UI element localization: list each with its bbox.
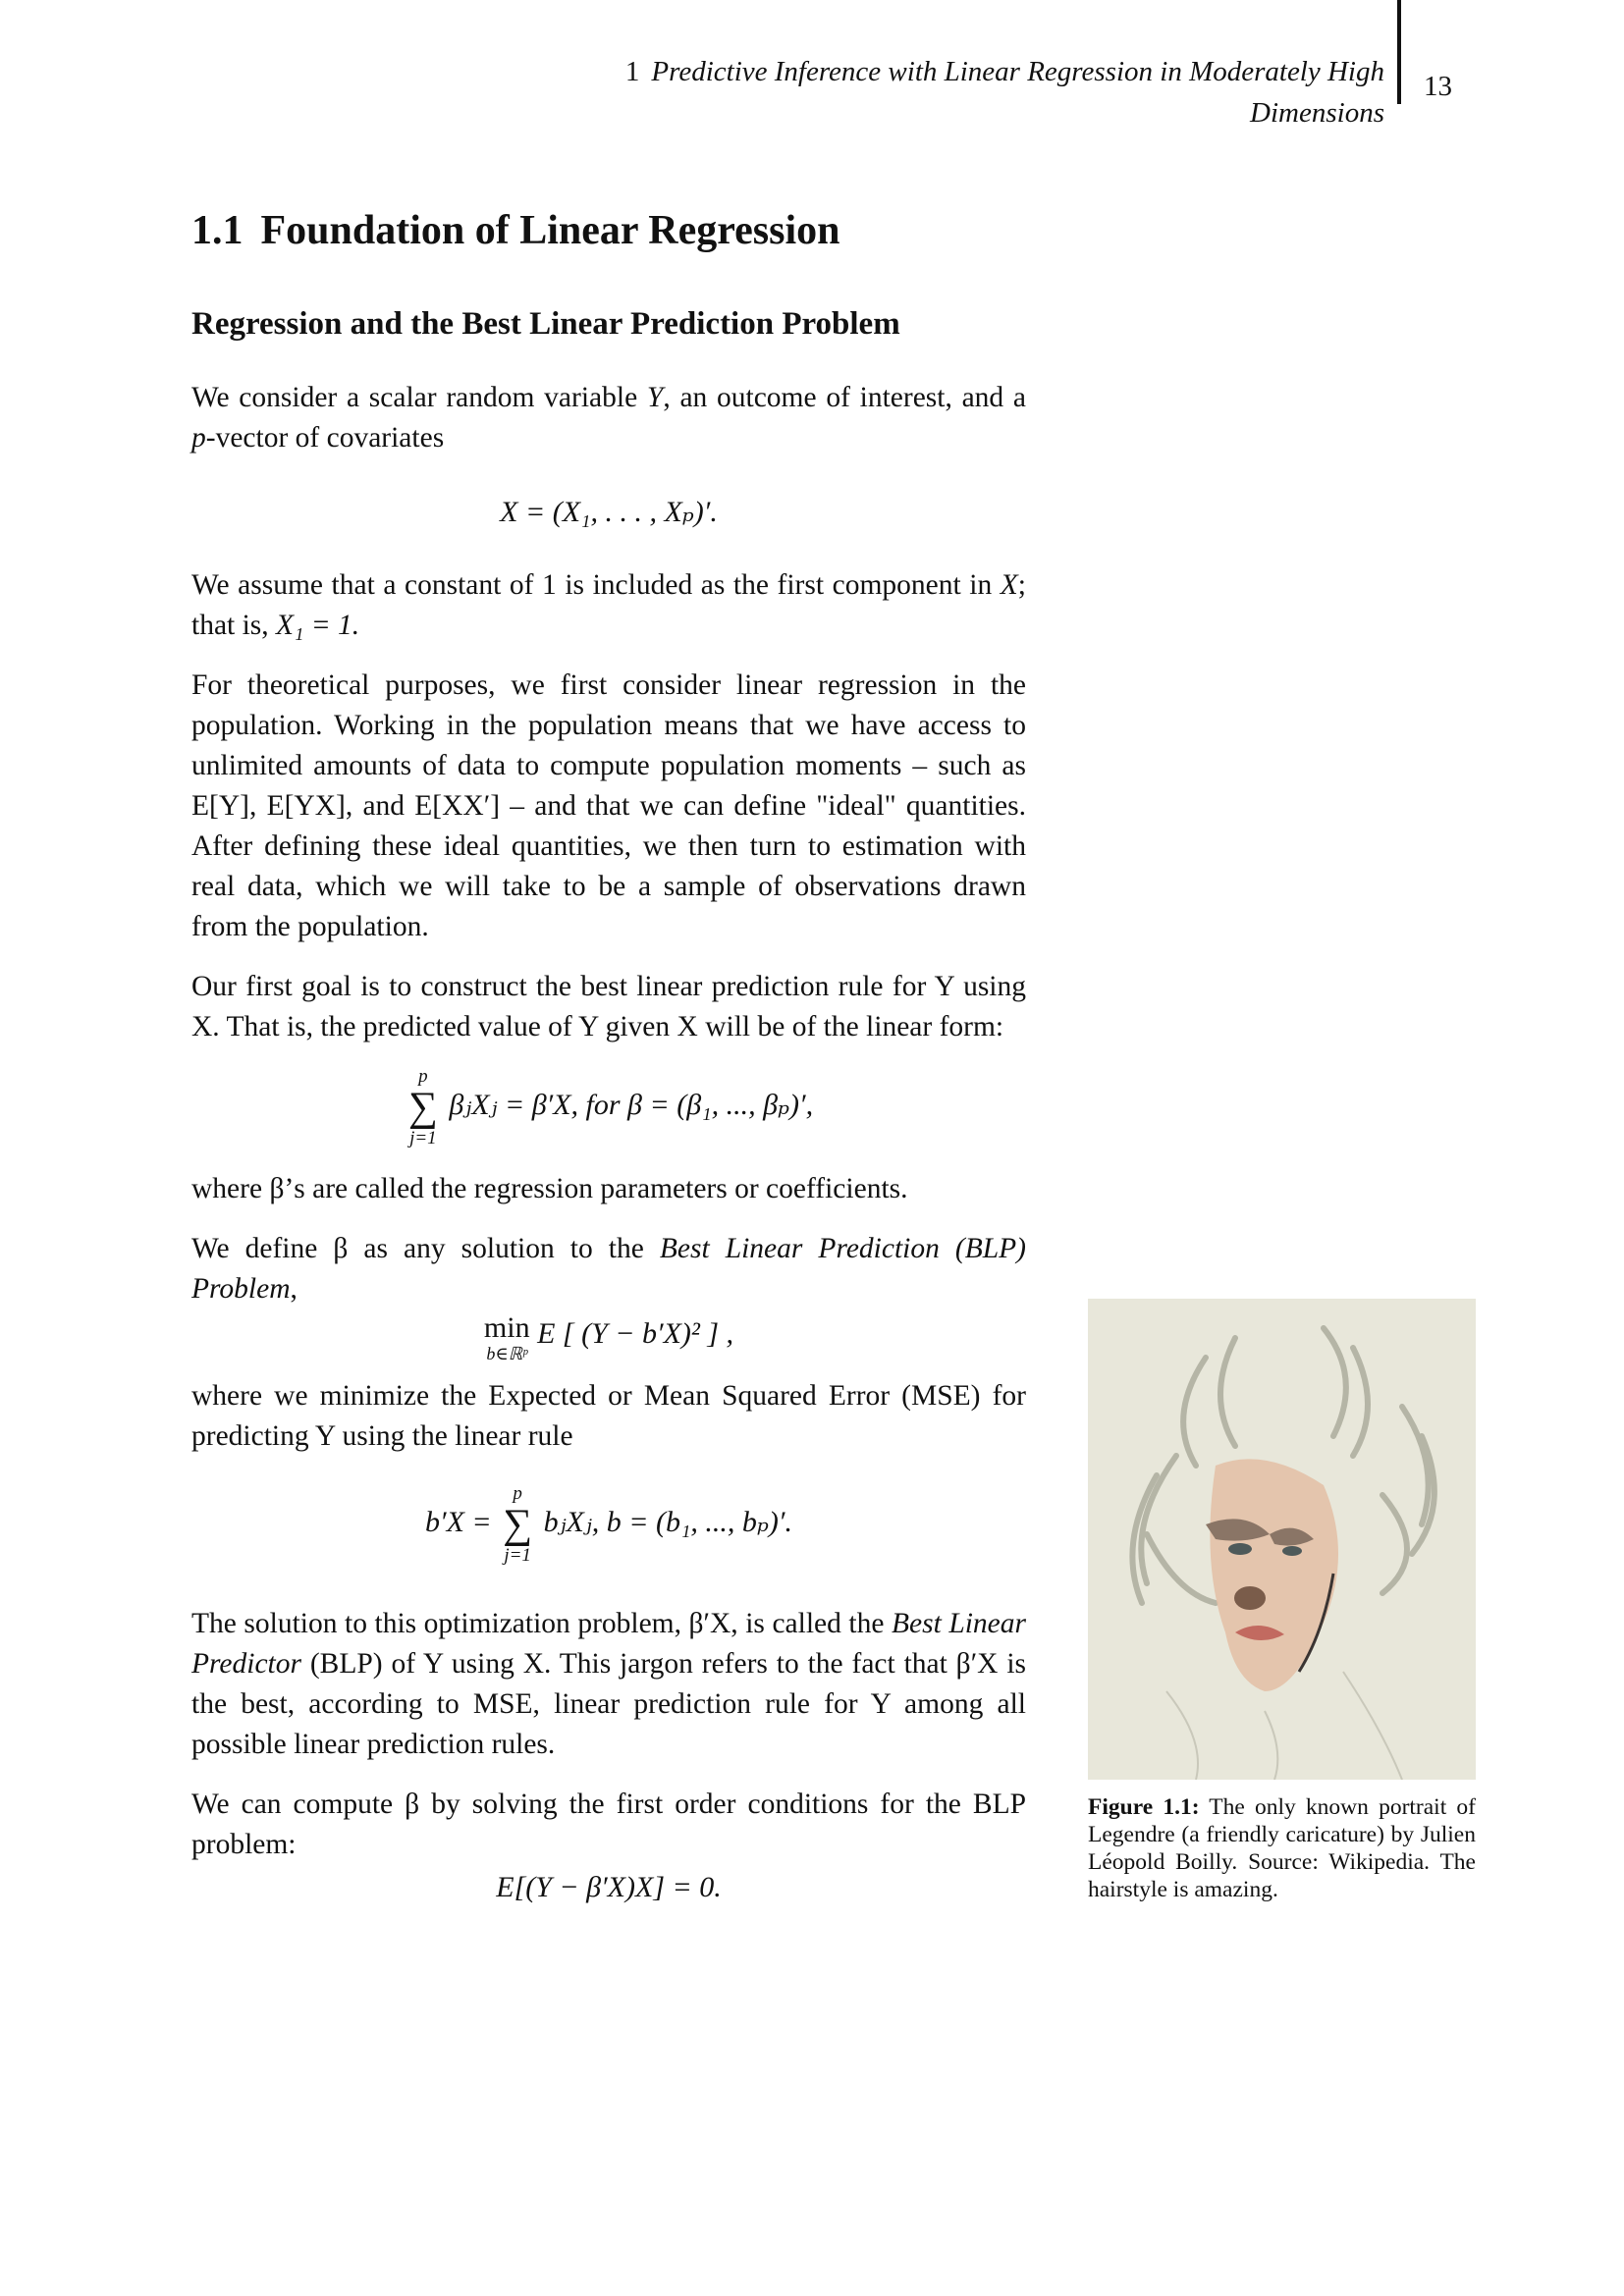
text: We define β as any solution to the [191,1233,660,1264]
math-expr: X₁ = 1. [276,610,360,641]
min-label: min [483,1311,530,1344]
sum-lower-limit: j=1 [504,1545,531,1566]
paragraph-1 [191,378,1026,458]
equation-right: bⱼXⱼ, b = (b₁, ..., bₚ)′. [543,1505,792,1538]
section-heading [191,201,1026,260]
sum-upper-limit: p [418,1066,428,1087]
emphasis: Best Linear Predictor [191,1608,1027,1680]
equation-linear-rule [191,1484,1026,1565]
text: We consider a scalar random variable [191,382,647,413]
sum-lower-limit: j=1 [409,1128,437,1148]
paragraph-5: where β’s are called the regression parameters or coefficients. [191,1173,908,1204]
page-number: 13 [1424,71,1452,102]
paragraph-4: Our first goal is to construct the best linear prediction rule for Y using X. That is, the predicted value of Y given X will be of the linear form: [191,971,1026,1042]
text: The solution to this optimization problem, β′X, is called the [191,1608,892,1639]
equation-blp [191,1313,1026,1362]
paragraph-9: We can compute β by solving the first order conditions for the BLP problem: [191,1789,1026,1860]
math-var: p [191,422,206,454]
min-operator [484,1313,530,1362]
equation-left: b′X = [425,1505,492,1538]
running-header [540,51,1384,133]
section-title: Foundation of Linear Regression [260,208,840,253]
figure-label: Figure 1.1: [1088,1794,1200,1820]
math-var: Y [646,382,664,413]
portrait-image [1088,1299,1476,1780]
summation [503,1484,532,1565]
paragraph-7: where we minimize the Expected or Mean Squared Error (MSE) for predicting Y using the linear rule [191,1380,1026,1452]
sigma-symbol: ∑ [407,1085,438,1130]
main-column [191,201,1026,1929]
text: , [290,1273,298,1305]
emphasis: Best Linear Prediction (BLP) Problem [191,1233,1026,1305]
paragraph-8 [191,1604,1026,1765]
min-subscript: b∈ℝᵖ [486,1344,528,1363]
chapter-number: 1 [624,56,640,87]
margin-figure [1088,1299,1476,1903]
equation-covariates: X = (X₁, . . . , Xₚ)′. [500,496,718,528]
chapter-title: Predictive Inference with Linear Regression in Moderately High Dimensions [651,56,1384,129]
text: , an outcome of interest, and a [663,382,1026,413]
math-var: X [1000,569,1018,601]
text: ; that is, [191,569,1026,641]
paragraph-6 [191,1229,1026,1309]
text: (BLP) of Y using X. This jargon refers to the fact that β′X is the best, according to MSE, linear prediction rule for Y among all possible linear prediction rules. [191,1648,1026,1760]
text: We assume that a constant of 1 is included as the first component in [191,569,1001,601]
equation-first-order-conditions: E[(Y − β′X)X] = 0. [496,1871,722,1903]
paragraph-3: For theoretical purposes, we first consider linear regression in the population. Working in the population means that we have access to unlimited amounts of data to compute population moments – such as E[Y], E[YX], and E[XX′] – and that we can define "ideal" quantities. After defining these ideal quantities, we then turn to estimation with real data, which we will take to be a sample of observations drawn from the population. [191,669,1026,942]
header-rule [1397,0,1401,104]
equation-linear-form [191,1067,1026,1148]
summation [408,1067,438,1148]
figure-caption [1088,1793,1476,1903]
sigma-symbol: ∑ [503,1502,533,1547]
caricature-illustration [1088,1299,1476,1780]
subsection-heading: Regression and the Best Linear Prediction Problem [191,306,900,342]
equation-body: βⱼXⱼ = β′X, for β = (β₁, ..., βₚ)′, [449,1088,814,1121]
caption-text: The only known portrait of Legendre (a friendly caricature) by Julien Léopold Boilly. Source: Wikipedia. The hairstyle is amazing. [1088,1794,1476,1902]
paragraph-2 [191,565,1026,646]
section-number: 1.1 [191,208,244,253]
equation-body: E [ (Y − b′X)² ] , [537,1317,734,1350]
text: -vector of covariates [205,422,445,454]
sum-upper-limit: p [513,1483,522,1504]
